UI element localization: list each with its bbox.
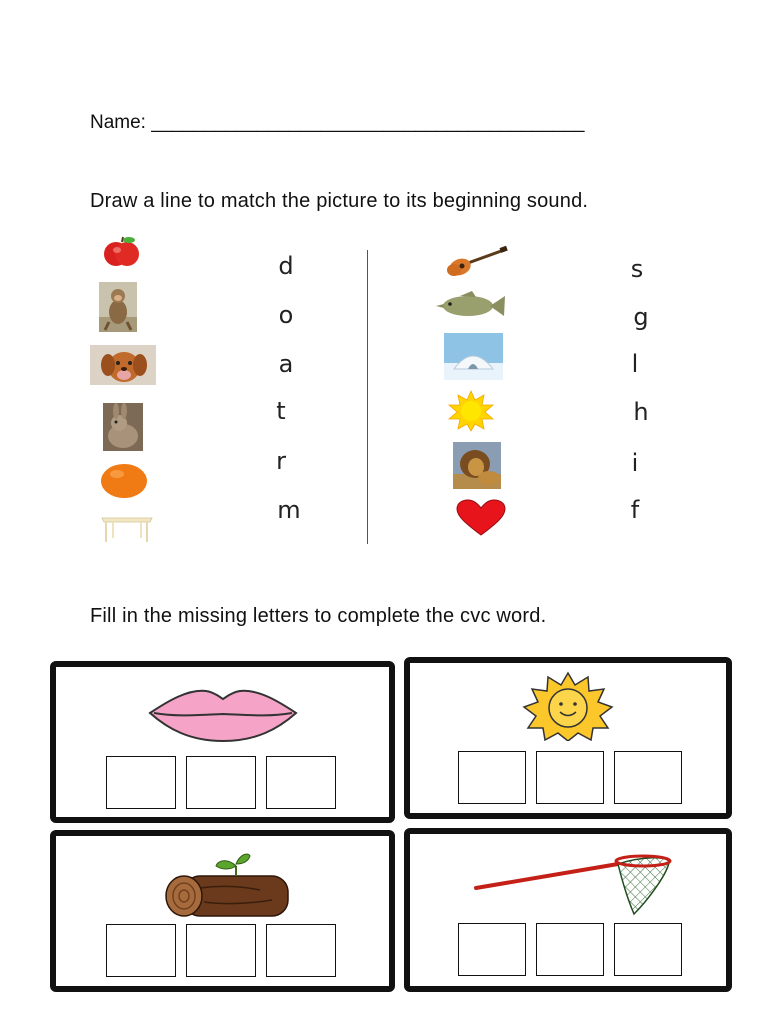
letter-box-3[interactable] (614, 751, 682, 804)
orange-picture[interactable] (100, 463, 148, 499)
left-letter-d[interactable]: d (278, 252, 294, 280)
letter-box-1[interactable] (106, 924, 176, 977)
apple-picture[interactable] (103, 234, 141, 270)
name-field[interactable] (90, 112, 585, 134)
left-letter-r[interactable]: r (276, 447, 286, 475)
net-picture (472, 852, 672, 922)
cvc-card-net (404, 828, 732, 992)
letter-box-1[interactable] (458, 923, 526, 976)
fish-picture[interactable] (432, 290, 506, 322)
cvc-card-log (50, 830, 395, 992)
table-picture[interactable] (100, 512, 154, 544)
letter-box-1[interactable] (458, 751, 526, 804)
letter-box-3[interactable] (614, 923, 682, 976)
monkey-picture[interactable] (99, 282, 137, 332)
sun-small-picture[interactable] (447, 390, 495, 432)
letter-box-2[interactable] (186, 924, 256, 977)
letter-box-2[interactable] (536, 751, 604, 804)
column-divider (367, 250, 368, 544)
left-letter-a[interactable]: a (278, 350, 294, 378)
right-letter-h[interactable]: h (633, 398, 649, 426)
right-letter-g[interactable]: g (633, 303, 649, 331)
sun-cartoon-picture (518, 671, 618, 741)
heart-picture[interactable] (455, 499, 507, 537)
right-letter-s[interactable]: s (630, 255, 644, 283)
right-letter-f[interactable]: f (630, 496, 640, 524)
letter-boxes (106, 756, 336, 809)
lips-picture (148, 683, 298, 745)
name-blank[interactable]: _________________________________________ (151, 112, 585, 133)
dog-picture[interactable] (90, 345, 156, 385)
guitar-picture[interactable] (446, 245, 508, 277)
letter-box-3[interactable] (266, 756, 336, 809)
letter-boxes (458, 923, 682, 976)
letter-box-2[interactable] (186, 756, 256, 809)
log-picture (160, 846, 292, 920)
cvc-card-sun (404, 657, 732, 819)
left-letter-t[interactable]: t (276, 397, 286, 425)
left-letter-o[interactable]: o (278, 301, 294, 329)
rabbit-picture[interactable] (103, 403, 143, 451)
letter-box-1[interactable] (106, 756, 176, 809)
letter-boxes (106, 924, 336, 977)
lion-picture[interactable] (453, 442, 501, 489)
letter-box-3[interactable] (266, 924, 336, 977)
right-letter-l[interactable]: l (631, 350, 639, 378)
instruction-match: Draw a line to match the picture to its beginning sound. (90, 190, 589, 212)
cvc-card-lips (50, 661, 395, 823)
left-letter-m[interactable]: m (277, 496, 301, 524)
name-label: Name: (90, 112, 152, 133)
letter-boxes (458, 751, 682, 804)
igloo-picture[interactable] (444, 333, 503, 380)
letter-box-2[interactable] (536, 923, 604, 976)
right-letter-i[interactable]: i (631, 449, 639, 477)
instruction-cvc: Fill in the missing letters to complete the cvc word. (90, 605, 547, 627)
